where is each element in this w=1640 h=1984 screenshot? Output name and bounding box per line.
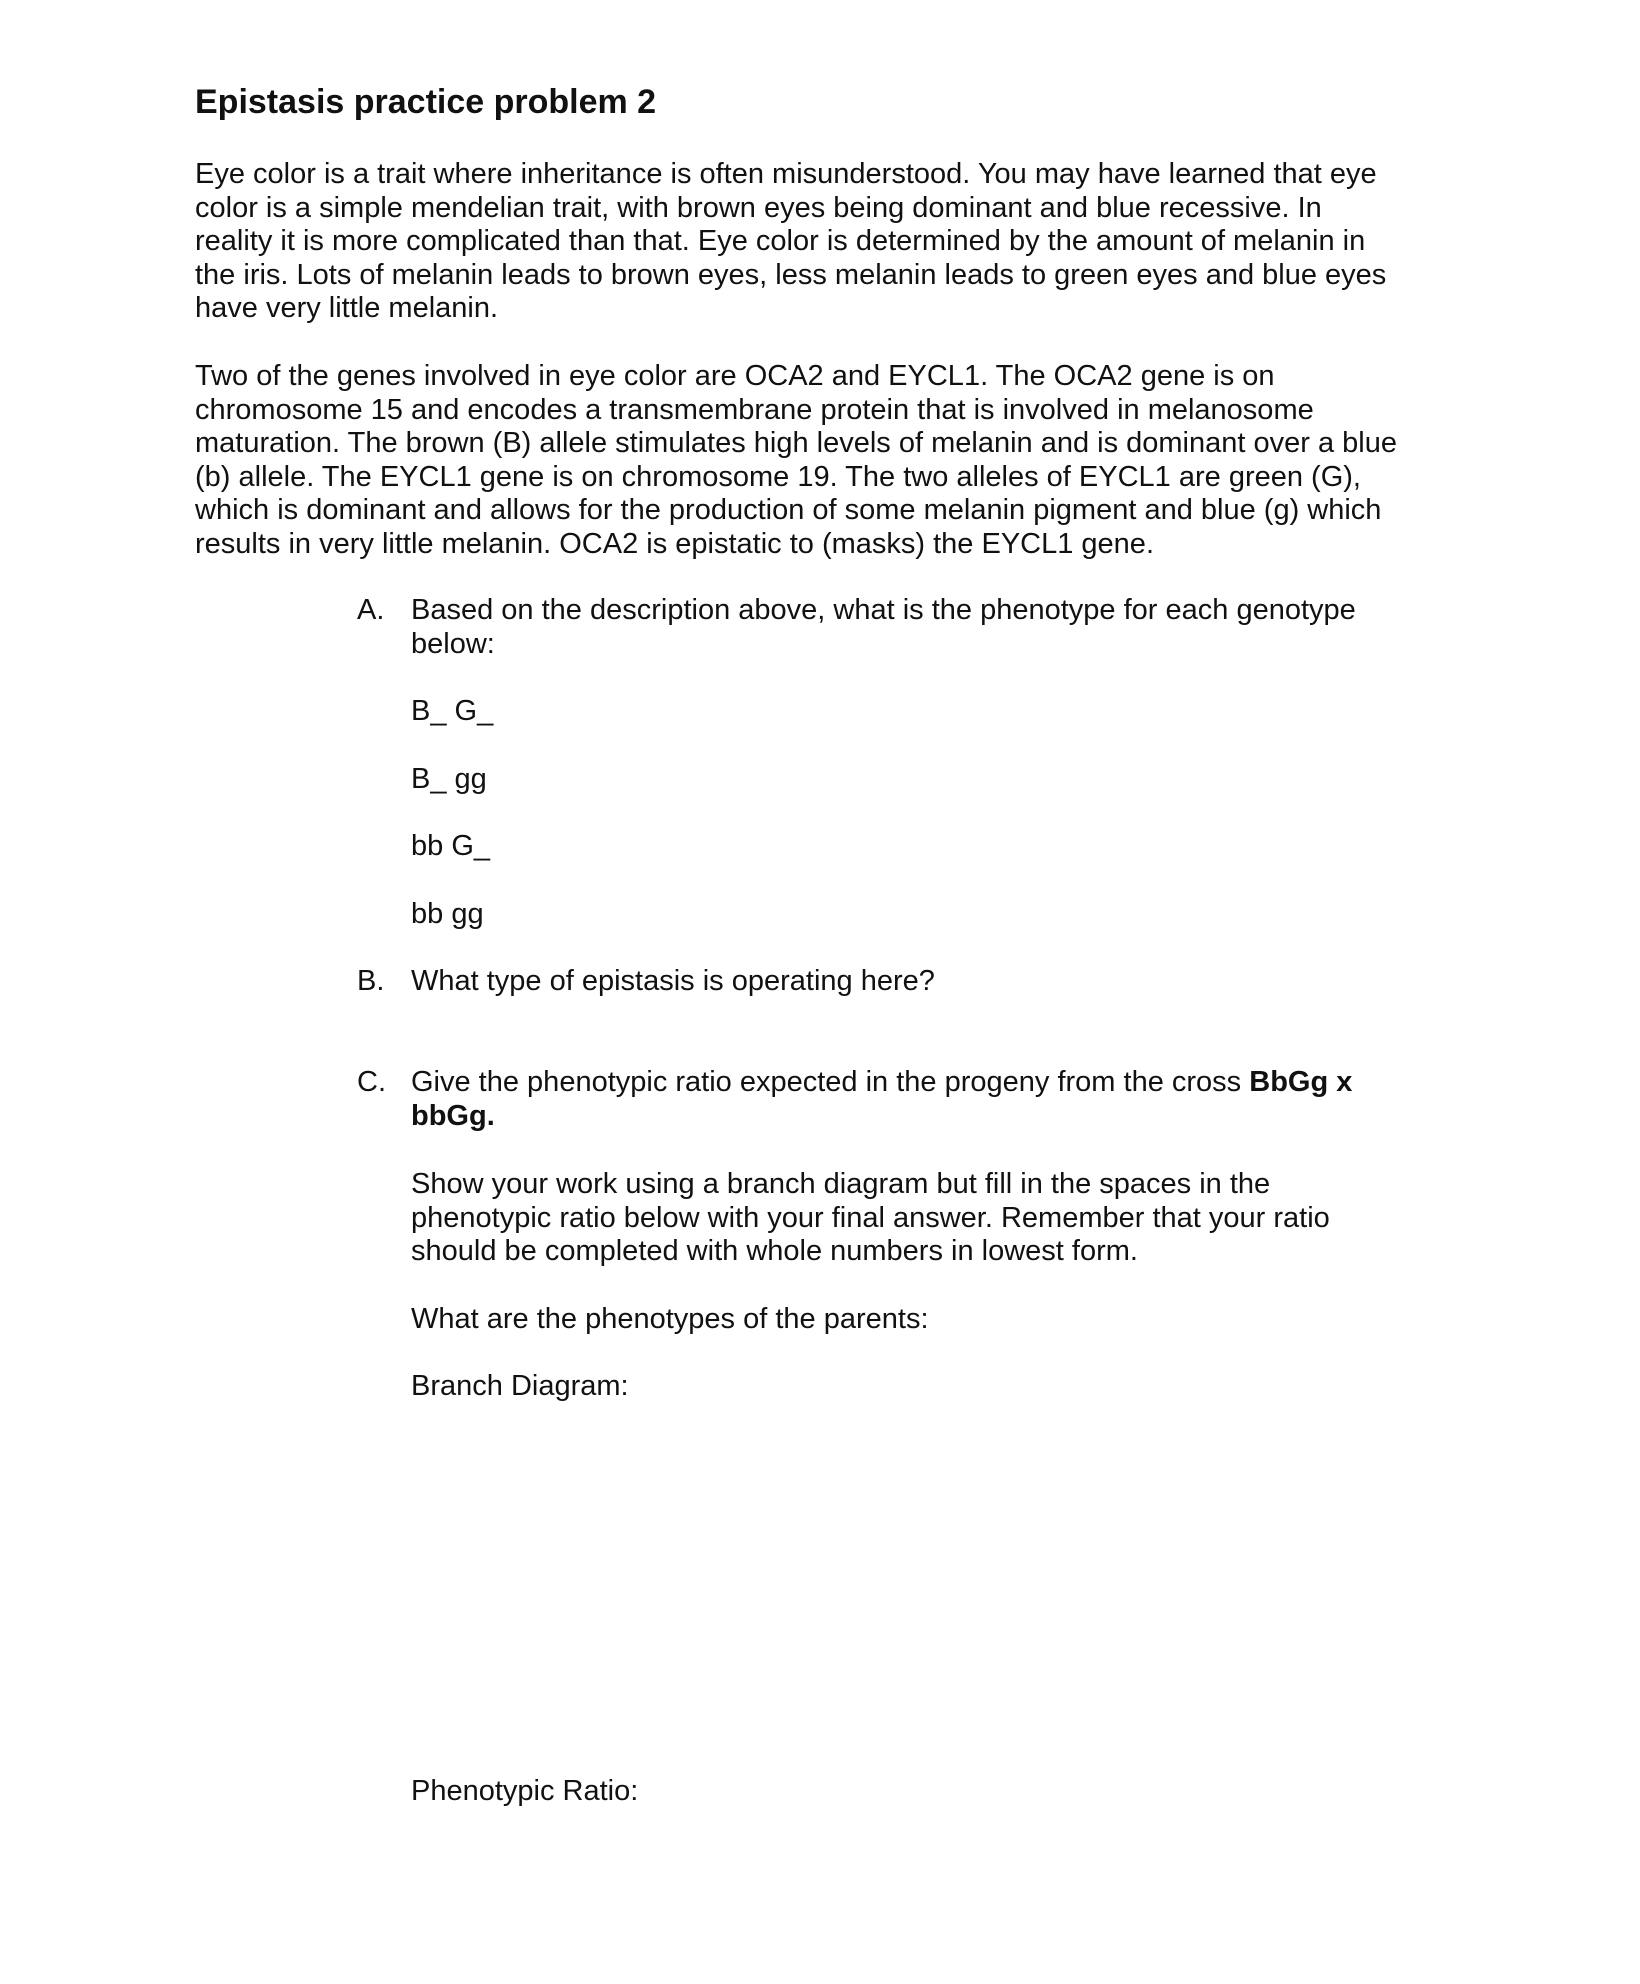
question-c-prefix: Give the phenotypic ratio expected in the progeny from the cross bbox=[411, 1066, 1250, 1098]
question-a-text bbox=[411, 594, 1356, 661]
genotype-b-gg: B_ gg bbox=[411, 763, 487, 795]
genotype-b-g: B_ G_ bbox=[411, 695, 494, 727]
question-c-line1 bbox=[411, 1066, 1352, 1100]
intro-line: have very little melanin. bbox=[195, 292, 499, 325]
genes-line: chromosome 15 and encodes a transmembrane protein that is involved in melanosome bbox=[195, 393, 1314, 426]
question-a-line: Based on the description above, what is the phenotype for each genotype bbox=[411, 594, 1356, 626]
intro-line: color is a simple mendelian trait, with brown eyes being dominant and blue recessive. In bbox=[195, 191, 1322, 224]
intro-line: reality it is more complicated than that. Eye color is determined by the amount of melanin in bbox=[195, 225, 1366, 258]
phenotypic-ratio-label: Phenotypic Ratio: bbox=[411, 1775, 639, 1807]
parents-prompt: What are the phenotypes of the parents: bbox=[411, 1303, 929, 1335]
genes-paragraph bbox=[195, 360, 1495, 562]
instruction-line: phenotypic ratio below with your final answer. Remember that your ratio bbox=[411, 1201, 1330, 1234]
cross-genotype-1: BbGg x bbox=[1249, 1066, 1353, 1098]
question-b-letter: B. bbox=[357, 965, 385, 997]
intro-line: Eye color is a trait where inheritance is often misunderstood. You may have learned that eye bbox=[195, 158, 1377, 190]
genes-line: Two of the genes involved in eye color are OCA2 and EYCL1. The OCA2 gene is on bbox=[195, 360, 1275, 392]
branch-diagram-label: Branch Diagram: bbox=[411, 1370, 629, 1402]
genes-line: (b) allele. The EYCL1 gene is on chromosome 19. The two alleles of EYCL1 are green (G), bbox=[195, 460, 1361, 493]
genes-line: which is dominant and allows for the production of some melanin pigment and blue (g) which bbox=[195, 494, 1382, 527]
question-c-letter: C. bbox=[357, 1066, 386, 1098]
genes-line: results in very little melanin. OCA2 is epistatic to (masks) the EYCL1 gene. bbox=[195, 527, 1154, 560]
genotype-bb-gg: bb gg bbox=[411, 898, 484, 930]
intro-line: the iris. Lots of melanin leads to brown eyes, less melanin leads to green eyes and blue eyes bbox=[195, 258, 1387, 291]
intro-paragraph bbox=[195, 158, 1495, 326]
page-title: Epistasis practice problem 2 bbox=[195, 83, 657, 121]
instruction-line: Show your work using a branch diagram but fill in the spaces in the bbox=[411, 1168, 1271, 1200]
cross-genotype-2: bbGg. bbox=[411, 1099, 495, 1132]
question-a-line: below: bbox=[411, 627, 495, 660]
question-b-text: What type of epistasis is operating here? bbox=[411, 965, 935, 997]
question-c-instructions bbox=[411, 1168, 1330, 1269]
genes-line: maturation. The brown (B) allele stimulates high levels of melanin and is dominant over a blue bbox=[195, 427, 1397, 460]
instruction-line: should be completed with whole numbers in lowest form. bbox=[411, 1235, 1138, 1268]
genotype-bb-g: bb G_ bbox=[411, 830, 490, 862]
question-c-text bbox=[411, 1066, 1352, 1133]
question-a-letter: A. bbox=[357, 594, 385, 626]
